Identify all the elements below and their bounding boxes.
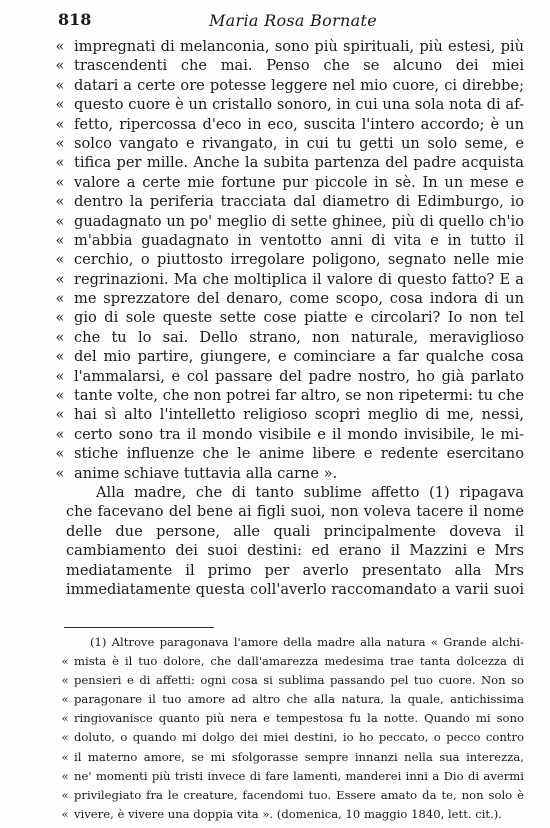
line-text: hai sì alto l'intelletto religioso scopri meglio di me, nessi,: [74, 406, 524, 424]
quote-mark: «: [55, 154, 65, 172]
footnote-line: [0, 690, 550, 709]
quote-mark: «: [55, 328, 65, 346]
footnote-line: [0, 671, 550, 690]
footnote-text: ringiovanisce quanto più nera e tempestosa fu la notte. Quando mi sono: [74, 711, 524, 726]
text-line: [0, 250, 550, 269]
quote-mark: «: [55, 134, 65, 152]
footnote-text: privilegiato fra le creature, facendomi tuo. Essere amato da te, non solo è: [74, 787, 524, 802]
text-line: [0, 522, 550, 541]
text-line: [0, 270, 550, 289]
line-text: delle due persone, alle quali principalmente doveva il: [66, 522, 524, 540]
text-line: [0, 405, 550, 424]
line-text: Alla madre, che di tanto sublime affetto (1) ripagava: [96, 483, 524, 501]
line-text: fetto, ripercossa d'eco in eco, suscita l'intero accordo; è un: [74, 115, 524, 133]
line-text: valore a certe mie fortune pur piccole in sè. In un mese e: [74, 173, 524, 191]
footnote-text: paragonare il tuo amore ad altro che alla natura, la quale, antichissima: [74, 692, 524, 707]
text-line: [0, 464, 550, 483]
footnote-text: ne' momenti più tristi invece di fare lamenti, manderei inni a Dio di avermi: [74, 768, 524, 783]
line-text: solco vangato e rivangato, in cui tu getti un solo seme, e: [74, 134, 524, 152]
text-line: [0, 328, 550, 347]
quote-mark: «: [55, 57, 65, 75]
line-text: immediatamente questa coll'averlo raccomandato a varii suoi: [66, 580, 524, 598]
line-text: cerchio, o piuttosto irregolare poligono, segnato nelle mie: [74, 251, 524, 269]
text-line: [0, 347, 550, 366]
footnote-line: [0, 767, 550, 786]
line-text: certo sono tra il mondo visibile e il mondo invisibile, le mi-: [74, 425, 524, 443]
line-text: guadagnato un po' meglio di sette ghinee, più di quello ch'io: [74, 212, 524, 230]
text-line: [0, 502, 550, 521]
text-line: [0, 56, 550, 75]
text-line: [0, 483, 550, 502]
line-text: cambiamento dei suoi destini: ed erano il Mazzini e Mrs: [66, 542, 524, 560]
text-line: [0, 289, 550, 308]
quote-mark: «: [55, 251, 65, 269]
text-line: [0, 153, 550, 172]
line-text: dentro la periferia tracciata dal diametro di Edimburgo, io: [74, 193, 524, 211]
quote-mark: «: [55, 76, 65, 94]
text-line: [0, 115, 550, 134]
main-text: [0, 37, 550, 599]
line-text: m'abbia guadagnato in ventotto anni di vita e in tutto il: [74, 231, 524, 249]
quote-mark: «: [55, 231, 65, 249]
footnote-divider: [64, 627, 214, 628]
footnote-line: [0, 633, 550, 652]
line-text: gio di sole queste sette cose piatte e circolari? Io non tel: [74, 309, 524, 327]
quote-mark: «: [61, 730, 69, 745]
quote-mark: «: [61, 711, 69, 726]
text-line: [0, 386, 550, 405]
quote-mark: «: [61, 673, 69, 688]
line-text: che tu lo sai. Dello strano, non naturale, meraviglioso: [74, 328, 524, 346]
quote-mark: «: [55, 348, 65, 366]
running-title: Maria Rosa Bornate: [208, 11, 377, 30]
line-text: datari a certe ore potesse leggere nel mio cuore, ci direbbe;: [74, 76, 524, 94]
footnote-text: doluto, o quando mi dolgo dei miei destini, io ho peccato, o pecco contro: [74, 730, 524, 745]
quote-mark: «: [55, 193, 65, 211]
text-line: [0, 444, 550, 463]
text-line: [0, 76, 550, 95]
footnote-text: (1) Altrove paragonava l'amore della madre alla natura « Grande alchi-: [90, 635, 524, 649]
text-line: [0, 561, 550, 580]
text-line: [0, 37, 550, 56]
line-text: anime schiave tuttavia alla carne ».: [74, 464, 338, 482]
footnote-text: mista è il tuo dolore, che dall'amarezza medesima trae tanta dolcezza di: [74, 654, 524, 669]
quote-mark: «: [55, 425, 65, 443]
line-text: questo cuore è un cristallo sonoro, in cui una sola nota di af-: [74, 96, 524, 114]
text-line: [0, 173, 550, 192]
quote-mark: «: [55, 173, 65, 191]
quote-mark: «: [61, 806, 69, 821]
quote-mark: «: [55, 96, 65, 114]
text-line: [0, 95, 550, 114]
quote-mark: «: [55, 212, 65, 230]
line-text: mediatamente il primo per averlo presentato alla Mrs: [66, 561, 524, 579]
footnote-line: [0, 709, 550, 728]
line-text: impregnati di melanconia, sono più spirituali, più estesi, più: [74, 38, 524, 55]
footnote-line: [0, 786, 550, 805]
text-line: [0, 308, 550, 327]
line-text: trascendenti che mai. Penso che se alcuno dei miei: [74, 57, 524, 75]
text-line: [0, 580, 550, 599]
text-line: [0, 367, 550, 386]
quote-mark: «: [61, 749, 69, 764]
line-text: l'ammalarsi, e col passare del padre nostro, ho già parlato: [74, 367, 524, 385]
quote-mark: «: [61, 768, 69, 783]
page-header: [58, 10, 528, 32]
quote-mark: «: [61, 692, 69, 707]
line-text: tifica per mille. Anche la subita partenza del padre acquista: [74, 154, 524, 172]
text-line: [0, 425, 550, 444]
footnotes: [0, 633, 550, 824]
footnote-text: il materno amore, se mi sfolgorasse sempre innanzi nella sua interezza,: [74, 749, 524, 764]
quote-mark: «: [55, 309, 65, 327]
line-text: me sprezzatore del denaro, come scopo, cosa indora di un: [74, 290, 524, 308]
footnote-text: pensieri e di affetti: ogni cosa si sublima passando pel tuo cuore. Non so: [74, 673, 524, 688]
quote-mark: «: [55, 270, 65, 288]
line-text: del mio partire, giungere, e cominciare a far qualche cosa: [74, 348, 524, 366]
quote-mark: «: [55, 367, 65, 385]
quote-mark: «: [55, 464, 65, 482]
quote-mark: «: [55, 387, 65, 405]
footnote-line: [0, 728, 550, 747]
quote-mark: «: [55, 38, 65, 55]
line-text: regrinazioni. Ma che moltiplica il valore di questo fatto? E a: [74, 270, 524, 288]
text-line: [0, 134, 550, 153]
footnote-text: vivere, è vivere una doppia vita ». (domenica, 10 maggio 1840, lett. cit.).: [74, 806, 502, 821]
line-text: che facevano del bene ai figli suoi, non voleva tacere il nome: [66, 503, 524, 521]
quote-mark: «: [61, 787, 69, 802]
quote-mark: «: [61, 654, 69, 669]
footnote-line: [0, 652, 550, 671]
text-line: [0, 192, 550, 211]
line-text: tante volte, che non potrei far altro, se non ripetermi: tu che: [74, 387, 524, 405]
text-line: [0, 541, 550, 560]
quote-mark: «: [55, 406, 65, 424]
quote-mark: «: [55, 445, 65, 463]
footnote-line: [0, 748, 550, 767]
footnote-line: [0, 805, 550, 824]
text-line: [0, 212, 550, 231]
quote-mark: «: [55, 290, 65, 308]
text-line: [0, 231, 550, 250]
page-number: 818: [58, 10, 92, 29]
quote-mark: «: [55, 115, 65, 133]
line-text: stiche influenze che le anime libere e redente esercitano: [74, 445, 524, 463]
